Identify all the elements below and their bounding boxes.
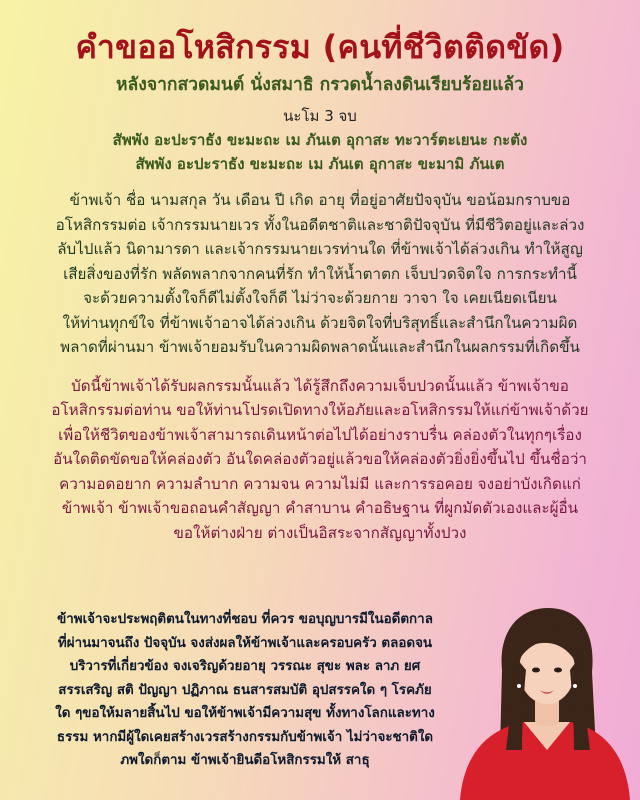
paragraph-line: ขอให้ต่างฝ่าย ต่างเป็นอิสระจากสัญญาทั้งปวง	[173, 523, 467, 542]
woman-portrait-image	[440, 600, 640, 800]
paragraph-line: ให้ท่านทุกข์ใจ ที่ข้าพเจ้าอาจได้ล่วงเกิน ด้วยจิตใจที่บริสุทธิ์และสำนึกในความผิด	[62, 313, 578, 332]
paragraph-line: พลาดที่ผ่านมา ข้าพเจ้ายอมรับในความผิดพลาดนั้นและสำนึกในผลกรรมที่เกิดขึ้น	[60, 338, 580, 356]
poster-title: คำขออโหสิกรรม (คนที่ชีวิตติดขัด)	[75, 28, 565, 66]
blessing-paragraph	[10, 608, 480, 773]
paragraph-line: บัดนี้ข้าพเจ้าได้รับผลกรรมนั้นแล้ว ได้รู้สึกถึงความเจ็บปวดนั้นแล้ว ข้าพเจ้าขอ	[71, 376, 569, 395]
paragraph-line: ข้าพเจ้า ข้าพเจ้าขอถอนคำสัญญา คำสาบาน คำอธิษฐาน ที่ผูกมัดตัวเองและผู้อื่น	[61, 499, 579, 517]
chant-block	[12, 128, 628, 176]
paragraph-line: ธรรม หากมีผู้ใดเคยสร้างเวรสร้างกรรมกับข้าพเจ้า ไม่ว่าจะชาติใด	[56, 729, 434, 745]
namo-line: นะโม 3 จบ	[283, 107, 357, 125]
paragraph-line: อโหสิกรรมต่อ เจ้ากรรมนายเวร ทั้งในอดีตชาติและชาติปัจจุบัน ที่มีชีวิตอยู่และล่วง	[55, 215, 585, 234]
paragraph-line: จะด้วยความตั้งใจก็ดีไม่ตั้งใจก็ดี ไม่ว่าจะด้วยกาย วาจา ใจ เคยเนียดเนียน	[83, 289, 557, 307]
poster-subtitle: หลังจากสวดมนต์ นั่งสมาธิ กรวดน้ำลงดินเรียบร้อยแล้ว	[116, 75, 524, 95]
paragraph-line: บริวารที่เกี่ยวข้อง จงเจริญด้วยอายุ วรรณะ สุขะ พละ ลาภ ยศ	[69, 659, 421, 674]
paragraph-line: ข้าพเจ้าจะประพฤติตนในทางที่ชอบ ที่ควร ขอบุญบารมีในอดีตกาล	[57, 612, 433, 627]
apology-paragraph	[12, 188, 628, 360]
chant-line: สัพพัง อะปะราธัง ขะมะถะ เม ภันเต อุกาสะ ขะมามิ ภันเต	[135, 155, 505, 173]
paragraph-line: ความอดอยาก ความลำบาก ความจน ความไม่มี และการรอคอย จงอย่าบังเกิดแก่	[59, 474, 581, 493]
paragraph-line: สรรเสริญ สติ ปัญญา ปฏิภาณ ธนสารสมบัติ อุปสรรคใด ๆ โรคภัย	[58, 682, 432, 698]
paragraph-line: ภพใดก็ตาม ข้าพเจ้ายินดีอโหสิกรรมให้ สาธุ	[120, 753, 370, 768]
paragraph-line: ข้าพเจ้า ชื่อ นามสกุล วัน เดือน ปี เกิด อายุ ที่อยู่อาศัยปัจจุบัน ขอน้อมกราบขอ	[69, 191, 571, 209]
paragraph-line: เสียสิ่งของที่รัก พลัดพลากจากคนที่รัก ทำให้น้ำตาตก เจ็บปวดจิตใจ การกระทำนี้	[63, 264, 577, 283]
paragraph-line: อันใดติดขัดขอให้คล่องตัว อันใดคล่องตัวอยู่แล้วขอให้คล่องตัวยิ่งยิ่งขึ้นไป ขึ้นชื่อว่า	[53, 450, 587, 468]
chant-line: สัพพัง อะปะราธัง ขะมะถะ เม ภันเต อุกาสะ ทะวาร์ตะเยนะ กะตัง	[112, 131, 528, 149]
paragraph-line: ใด ๆขอให้มลายสิ้นไป ขอให้ข้าพเจ้ามีความสุข ทั้งทางโลกและทาง	[55, 706, 435, 721]
request-paragraph	[12, 374, 628, 546]
paragraph-line: อโหสิกรรมต่อท่าน ขอให้ท่านโปรดเปิดทางให้อภัยและอโหสิกรรมให้แก่ข้าพเจ้าด้วย	[51, 401, 589, 419]
paragraph-line: เพื่อให้ชีวิตของข้าพเจ้าสามารถเดินหน้าต่อไปได้อย่างราบรื่น คล่องตัวในทุกๆเรื่อง	[58, 425, 582, 444]
paragraph-line: ลับไปแล้ว นิดามารดา และเจ้ากรรมนายเวรท่านใด ที่ข้าพเจ้าได้ล่วงเกิน ทำให้สูญ	[57, 240, 583, 258]
paragraph-line: ที่ผ่านมาจนถึง ปัจจุบัน จงส่งผลให้ข้าพเจ้าและครอบครัว ตลอดจน	[57, 635, 433, 651]
